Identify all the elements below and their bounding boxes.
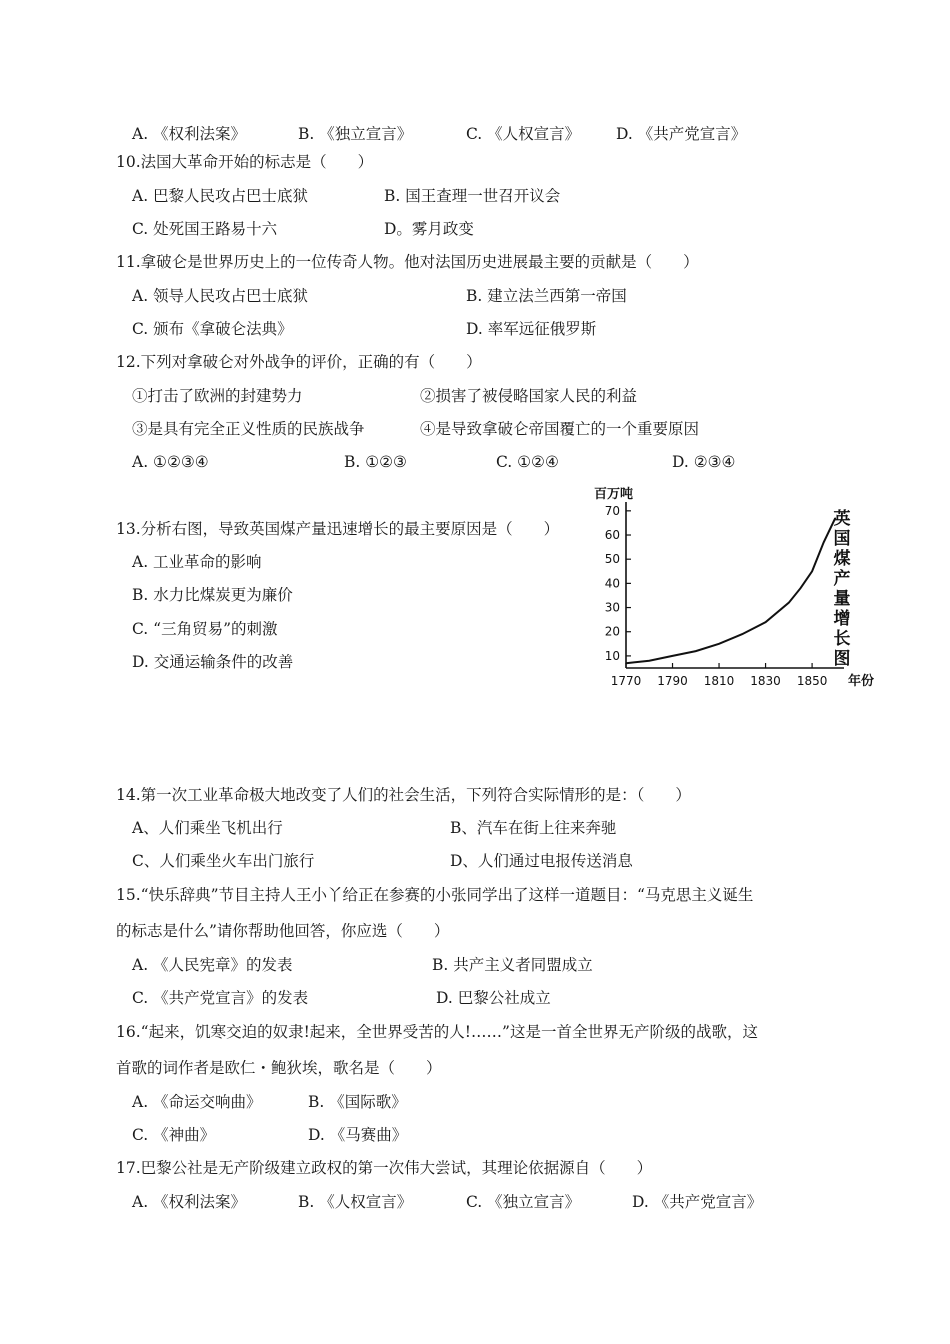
- q9-option-d: D. 《共产党宣言》: [616, 125, 747, 143]
- x-tick-label: 1850: [796, 674, 828, 688]
- q16-option-d: D. 《马赛曲》: [308, 1126, 408, 1144]
- q11-stem: 11.拿破仑是世界历史上的一位传奇人物。他对法国历史进展最主要的贡献是（ ）: [116, 253, 699, 271]
- data-point: [811, 571, 812, 572]
- q17-option-c: C. 《独立宣言》: [466, 1193, 581, 1211]
- chart-title-char: 国: [833, 529, 851, 549]
- q13-option-a: A. 工业革命的影响: [132, 553, 262, 571]
- y-tick-label: 30: [604, 600, 620, 615]
- q10-option-a: A. 巴黎人民攻占巴士底狱: [132, 187, 309, 205]
- data-point: [649, 660, 650, 661]
- q11-option-d: D. 率军远征俄罗斯: [466, 320, 597, 338]
- data-point: [718, 643, 719, 644]
- q10-option-c: C. 处死国王路易十六: [132, 220, 278, 238]
- q17-option-a: A. 《权利法案》: [132, 1193, 247, 1211]
- chart-title-char: 量: [833, 589, 851, 609]
- q16-option-a: A. 《命运交响曲》: [132, 1093, 262, 1111]
- q11-option-a: A. 领导人民攻占巴士底狱: [132, 287, 309, 305]
- x-axis-label: 年份: [848, 674, 875, 689]
- q9-option-a: A. 《权利法案》: [132, 125, 247, 143]
- q14-option-d: D、人们通过电报传送消息: [450, 852, 633, 870]
- q12-statement-3: ③是具有完全正义性质的民族战争: [132, 420, 365, 438]
- q12-statement-4: ④是导致拿破仑帝国覆亡的一个重要原因: [420, 420, 700, 438]
- q16-option-c: C. 《神曲》: [132, 1126, 216, 1144]
- q14-option-c: C、人们乘坐火车出门旅行: [132, 852, 315, 870]
- q12-option-d: D. ②③④: [672, 453, 736, 471]
- x-tick-label: 1770: [610, 674, 642, 688]
- q15-stem-line1: 15.“快乐辞典”节目主持人王小丫给正在参赛的小张同学出了这样一道题目：“马克思主义诞生: [116, 886, 754, 904]
- chart-title-char: 英: [833, 509, 851, 529]
- x-tick-label: 1830: [750, 674, 781, 688]
- q14-option-b: B、汽车在街上往来奔驰: [450, 819, 617, 837]
- data-point: [788, 602, 789, 603]
- q17-stem: 17.巴黎公社是无产阶级建立政权的第一次伟大尝试，其理论依据源自（ ）: [116, 1159, 653, 1177]
- q16-option-b: B. 《国际歌》: [308, 1093, 407, 1111]
- q12-option-b: B. ①②③: [344, 453, 407, 471]
- q11-option-c: C. 颁布《拿破仑法典》: [132, 320, 293, 338]
- q15-stem-line2: 的标志是什么”请你帮助他回答，你应选（ ）: [116, 922, 450, 940]
- data-point: [800, 588, 801, 589]
- q15-option-c: C. 《共产党宣言》的发表: [132, 989, 309, 1007]
- q16-stem-line2: 首歌的词作者是欧仁・鲍狄埃，歌名是（ ）: [116, 1059, 442, 1077]
- q15-option-d: D. 巴黎公社成立: [436, 989, 551, 1007]
- q10-stem: 10.法国大革命开始的标志是（ ）: [116, 153, 374, 171]
- y-tick-label: 40: [604, 576, 620, 591]
- q16-stem-line1: 16.“起来，饥寒交迫的奴隶!起来，全世界受苦的人!……”这是一首全世界无产阶级的战歌，这: [116, 1023, 758, 1041]
- q10-option-b: B. 国王查理一世召开议会: [384, 187, 561, 205]
- y-tick-label: 50: [604, 552, 620, 567]
- q12-stem: 12.下列对拿破仑对外战争的评价，正确的有（ ）: [116, 353, 482, 371]
- x-tick-label: 1790: [657, 674, 688, 688]
- data-point: [672, 655, 673, 656]
- y-tick-label: 10: [604, 648, 620, 663]
- q12-option-a: A. ①②③④: [132, 453, 209, 471]
- q13-option-c: C. “三角贸易”的刺激: [132, 620, 278, 638]
- data-point: [625, 663, 626, 664]
- y-tick-label: 60: [604, 528, 620, 543]
- y-tick-label: 70: [604, 503, 620, 518]
- chart-title-char: 图: [833, 649, 851, 669]
- q13-stem: 13.分析右图，导致英国煤产量迅速增长的最主要原因是（ ）: [116, 520, 560, 538]
- q17-option-b: B. 《人权宣言》: [298, 1193, 413, 1211]
- q14-stem: 14.第一次工业革命极大地改变了人们的社会生活，下列符合实际情形的是：（ ）: [116, 786, 691, 804]
- data-point: [765, 621, 766, 622]
- y-tick-label: 20: [604, 624, 620, 639]
- data-point: [695, 650, 696, 651]
- q11-option-b: B. 建立法兰西第一帝国: [466, 287, 627, 305]
- q14-option-a: A、人们乘坐飞机出行: [132, 819, 283, 837]
- y-axis-label: 百万吨: [594, 487, 634, 502]
- q9-option-b: B. 《独立宣言》: [298, 125, 413, 143]
- x-tick-label: 1810: [703, 674, 735, 688]
- data-point: [823, 542, 824, 543]
- q15-option-b: B. 共产主义者同盟成立: [432, 956, 593, 974]
- data-point: [742, 634, 743, 635]
- q12-statement-1: ①打击了欧洲的封建势力: [132, 387, 303, 405]
- chart-title-char: 煤: [833, 549, 851, 569]
- coal-output-line: [626, 518, 835, 663]
- chart-title-char: 增: [833, 609, 851, 629]
- q10-option-d: D。雾月政变: [384, 220, 474, 238]
- q9-option-c: C. 《人权宣言》: [466, 125, 581, 143]
- q13-option-d: D. 交通运输条件的改善: [132, 653, 294, 671]
- q12-option-c: C. ①②④: [496, 453, 559, 471]
- q12-statement-2: ②损害了被侵略国家人民的利益: [420, 387, 638, 405]
- chart-title-char: 产: [833, 569, 851, 589]
- chart-title-char: 长: [833, 629, 851, 649]
- coal-output-chart: [590, 484, 890, 694]
- q13-option-b: B. 水力比煤炭更为廉价: [132, 586, 293, 604]
- q17-option-d: D. 《共产党宣言》: [632, 1193, 763, 1211]
- q15-option-a: A. 《人民宪章》的发表: [132, 956, 293, 974]
